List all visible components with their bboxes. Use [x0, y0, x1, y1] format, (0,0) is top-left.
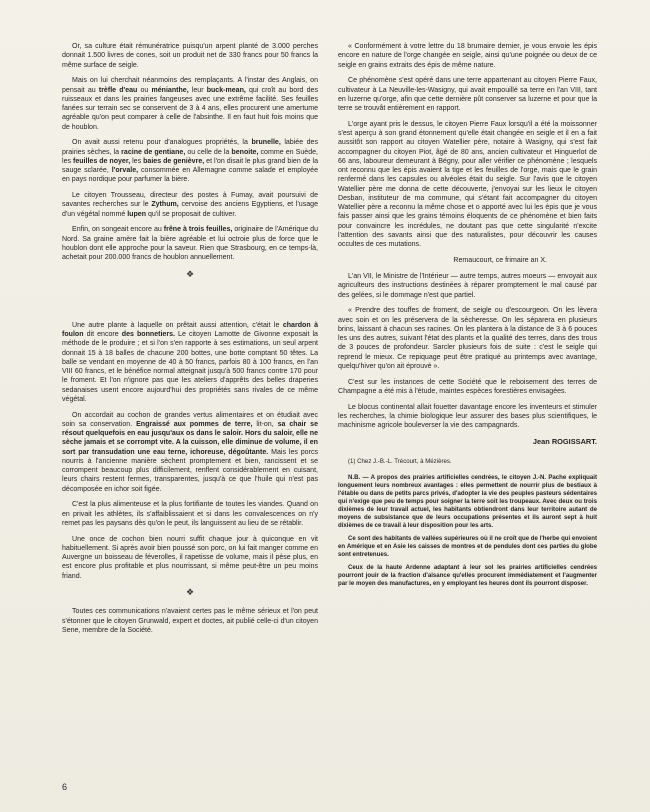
paragraph: Le citoyen Trousseau, directeur des postes à Fumay, avait poursuivi de savantes recherches sur le Zythum, cervoise des anciens Egyptiens, et l'usage d'un végétal nommé lupen qu'il se proposait de cultiver.: [62, 192, 318, 218]
paragraph: Toutes ces communications n'avaient certes pas le même sérieux et l'on peut s'étonner que le citoyen Grunwald, expert et doctes, ait publié celle-ci d'un citoyen Sene, membre de la Société.: [62, 608, 318, 634]
paragraph: C'est sur les instances de cette Société que le reboisement des terres de Champagne a été mis à l'étude, maintes espèces forestières envisagées.: [338, 378, 597, 395]
paragraph: Enfin, on songeait encore au frêne à trois feuilles, originaire de l'Amérique du Nord. Sa graine amère fait la bière agréable et lui octroie plus de force que le houblon dont elle approche pour la saveur. Rien que Strasbourg, en ce temps-là, achetait pour 200.000 francs de houblon annuellement.: [62, 226, 318, 261]
footnote-paragraph: N.B. — A propos des prairies artificielles cendrées, le citoyen J.-N. Pache expliquait longuement leurs nombreux avantages : elles permettent de nourrir plus de bestiaux à l'étable ou dans de petits parcs privés, d'adopter la vie des peuples pasteurs sédentaires qui n'exige que peu de temps pour soigner la terre soit les troupeaux. Avec deux ou trois dixièmes de leur travail actuel, les habitants obtiendront dans leur territoire autant de moyens de subsistance que de leurs occupations présentes et ils auront sept à huit dixièmes de ce travail à leur disposition pour les arts.: [338, 474, 597, 529]
paragraph: L'orge ayant pris le dessus, le citoyen Pierre Faux lorsqu'il a été la moissonner s'est aperçu à son grand étonnement qu'elle était changée en seigle et il en a fait aussitôt son rapport au citoyen Watellier père, notaire à Wasigny, qui s'est fait accompagner du citoyen Piot, âgé de 80 ans, ancien cultivateur et Hinguerlot de 66 ans, laboureur demeurant à Bégny, pour aller vérifier ce phénomène ; lesquels ont reconnu que les épis avaient la tige et les feuilles de l'orge, mais que le grain renfermé dans les capsules ou alvéoles était du seigle. Sur l'avis que le citoyen Watellier père me donna de cette découverte, j'envoyai sur les lieux le citoyen Desban, instituteur de ma commune, qui s'étant fait accompagner du citoyen Watellier père a reconnu la même chose et o apporté avec lui les épis que je vous fais passer ainsi que les grains témoins éloquents de ce phénomène et bien faits pour convaincre les incrédules, ne doutant pas que cette singularité n'excite l'attention des savants ainsi que des naturalistes, pour découvrir les causes occultes de ces mutations.: [338, 120, 597, 248]
paragraph: On avait aussi retenu pour d'analogues propriétés, la brunelle, labiée des prairies sèches, la racine de gentiane, ou celle de la benoite, comme en Suède, les feuilles de noyer, les baies de genièvre, et l'on disait le plus grand bien de la sauge sclarée, l'orvale, consommée en Allemagne comme salade et employée en pays nordique pour parfumer la bière.: [62, 139, 318, 184]
author-signature: Jean ROGISSART.: [532, 436, 597, 446]
footnote-paragraph: Ce sont des habitants de vallées supérieures où il ne croît que de l'herbe qui envoient en Amérique et en Asie les caisses de montres et de pendules dont ces parties du globe sont entretenues.: [338, 535, 597, 558]
left-column: [62, 42, 318, 642]
paragraph: C'est la plus alimenteuse et la plus fortifiante de toutes les viandes. Quand on en privait les athlètes, ils s'affaiblissaient et si dans les convalescences on n'y remet pas les paysans dès qu'on le peut, ils languissent au lieu de se rétablir.: [62, 501, 318, 527]
footnotes: [338, 458, 597, 588]
paragraph: Or, sa culture était rémunératrice puisqu'un arpent planté de 3.000 perches donnait 1.500 livres de cones, soit un produit net de 330 francs pour 50 francs la même surface de seigle.: [62, 43, 318, 69]
paragraph: Mais on lui cherchait néanmoins des remplaçants. A l'instar des Anglais, on pensait au trèfle d'eau ou ménianthe, leur buck-mean, qui croît au bord des ruisseaux et dans les prairies fangeuses avec une extrême facilité. Ses feuilles fanées sur terrain sec se conservent de 3 à 4 ans, elles procurent une amertume agréable qu'on peut comparer à celle de l'absinthe. Il en faut huit fois moins que de houblon.: [62, 77, 318, 131]
paragraph: « Prendre des touffes de froment, de seigle ou d'escourgeon. On les lèvera avec soin et on les préservera de la sécheresse. On les séparera en plusieurs brins, laissant à chacun ses racines. On les plantera à la distance de 3 à 6 pouces les uns des autres, suivant l'état des plants et la qualité des terres, dans des trous de 3 pouces de profondeur. Sarcler plusieurs fois de suite : c'est le seigle qui reprend le mieux. Ce repiquage peut être pratiqué au printemps avec avantage, quelqu'hiver qu'on ait éprouvé ».: [338, 307, 597, 370]
page-number: 6: [62, 782, 68, 792]
paragraph: L'an VII, le Ministre de l'Intérieur — autre temps, autres moeurs — envoyait aux agriculteurs des instructions destinées à réparer promptement le mal causé par des gelées, si le dommage n'est que partiel.: [338, 273, 597, 299]
section-ornament: ❖: [185, 268, 195, 279]
footnote-paragraph: Ceux de la haute Ardenne adaptant à leur sol les prairies artificielles cendrées pourront jouir de la fraction d'aisance qu'elles procurent immédiatement et l'augmenter par le moyen des manufactures, en y employant les heures dont ils pourront disposer.: [338, 564, 597, 587]
paragraph: Une autre plante à laquelle on prêtait aussi attention, c'était le chardon à foulon dit encore des bonnetiers. Le citoyen Lamotte de Givonne exposait la méthode de le produire ; et si l'on s'en rapporte à ses estimations, un seul arpent donnait 15 à 18 balles de chacune 200 bottes, une botte comptant 50 têtes. La balle se vendant en moyenne de 40 à 50 francs, parfois 80 à 100 francs, en l'an VIII 60 francs, et le bénéfice normal atteignait jusqu'à 500 francs contre 170 pour le froment. Et l'on n'ignore pas que les ateliers d'apprêts des belles draperies sedanaises usent encore aujourd'hui des propriétés sans rivales de ce même végétal.: [62, 321, 318, 403]
paragraph: Ce phénomène s'est opéré dans une terre appartenant au citoyen Pierre Faux, cultivateur à La Neuville-les-Wasigny, qui avait empouillé sa terre en l'an VIII, tant en luzerne qu'orge, afin que cette dernière pût conserver sa luzerne et pour que la terre se trouvât entièrement en rapport.: [338, 77, 597, 112]
footnote-reference: (1) Chez J.-B.-L. Trécourt, à Mézières.: [348, 458, 452, 465]
paragraph: On accordait au cochon de grandes vertus alimentaires et on étudiait avec soin sa conservation. Engraissé aux pommes de terre, lit-on, sa chair se résout quelquefois en eau jusqu'aux os dans le saloir. Hors du saloir, elle ne sèche jamais et se corrompt vite. A la cuisson, elle diminue de volume, il en sort par transudation une eau terne, ichoreuse, dégoûtante. Mais les porcs nourris à l'ancienne manière sèchent promptement et bien, rancissent et se corrompent beaucoup plus difficilement, renflent considérablement en cuisant, leurs chairs restent fermes, transparentes, jusqu'à ce que l'huile qui n'est pas décomposée en ichor soit figée.: [62, 411, 318, 493]
paragraph: « Conformément à votre lettre du 18 brumaire dernier, je vous envoie les épis encore en nature de l'orge changée en seigle, ainsi qu'une poignée ou deux de ce seigle en grains extraits des épis de même nature.: [338, 43, 597, 69]
section-ornament: ❖: [185, 587, 195, 598]
paragraph: Une once de cochon bien nourri suffit chaque jour à quiconque en vit habituellement. Si après avoir bien poussé son porc, on lui fait manger comme en Auvergne un boisseau de féverolles, il rapetisse de volume, mais il pèse plus, en est encore plus profitable et plus nourrissant, si même peut-être un peu moins friand.: [62, 535, 318, 580]
dateline: Remaucourt, ce frimaire an X.: [453, 256, 547, 264]
paragraph: Le blocus continental allait fouetter davantage encore les inventeurs et stimuler les recherches, la chimie biologique leur assurer des bases plus scientifiques, le machinisme agricole bouleverser la vie des campagnards.: [338, 403, 597, 429]
right-column: [338, 42, 597, 593]
